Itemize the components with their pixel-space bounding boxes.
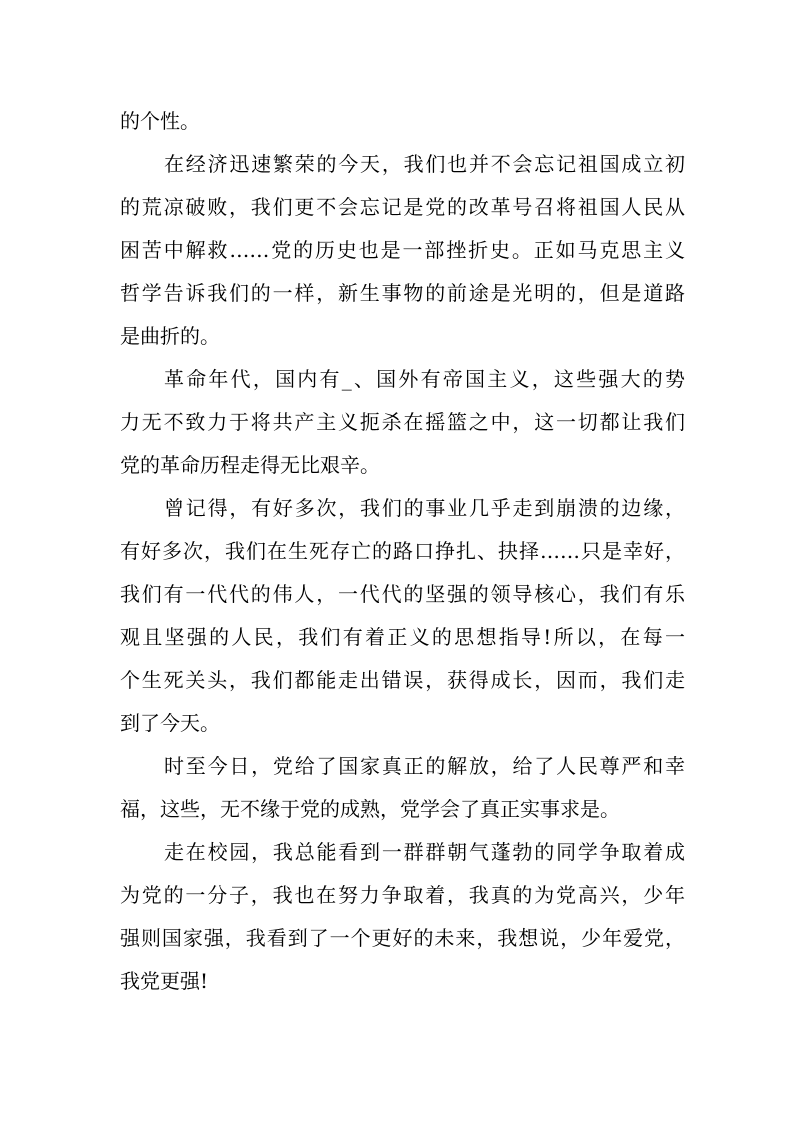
text-line: 强则国家强，我看到了一个更好的未来，我想说，少年爱党， [120, 926, 685, 950]
text-line: 到了今天。 [120, 711, 220, 735]
text-line: 的荒凉破败，我们更不会忘记是党的改革号召将祖国人民从 [120, 195, 685, 219]
text-line: 为党的一分子，我也在努力争取着，我真的为党高兴，少年 [120, 883, 685, 907]
text-line: 我党更强! [120, 969, 209, 993]
text-line: 我们有一代代的伟人，一代代的坚强的领导核心，我们有乐 [120, 582, 685, 606]
text-line: 曾记得，有好多次，我们的事业几乎走到崩溃的边缘， [164, 496, 685, 520]
text-line: 力无不致力于将共产主义扼杀在摇篮之中，这一切都让我们 [120, 410, 685, 434]
text-line: 是曲折的。 [120, 324, 220, 348]
text-line: 观且坚强的人民，我们有着正义的思想指导!所以，在每一 [120, 625, 685, 649]
text-line: 个生死关头，我们都能走出错误，获得成长，因而，我们走 [120, 668, 685, 692]
text-line: 党的革命历程走得无比艰辛。 [120, 453, 380, 477]
text-line: 革命年代，国内有_、国外有帝国主义，这些强大的势 [164, 367, 685, 391]
text-line: 困苦中解救……党的历史也是一部挫折史。正如马克思主义 [120, 238, 685, 262]
text-line: 有好多次，我们在生死存亡的路口挣扎、抉择……只是幸好， [120, 539, 685, 563]
text-line: 时至今日，党给了国家真正的解放，给了人民尊严和幸 [164, 754, 685, 778]
text-line: 哲学告诉我们的一样，新生事物的前途是光明的，但是道路 [120, 281, 685, 305]
text-line: 福，这些，无不缘于党的成熟，党学会了真正实事求是。 [120, 797, 620, 821]
text-line: 在经济迅速繁荣的今天，我们也并不会忘记祖国成立初 [164, 152, 685, 176]
text-line: 走在校园，我总能看到一群群朝气蓬勃的同学争取着成 [164, 840, 685, 864]
document-body [120, 100, 685, 1003]
text-line: 的个性。 [120, 109, 200, 133]
